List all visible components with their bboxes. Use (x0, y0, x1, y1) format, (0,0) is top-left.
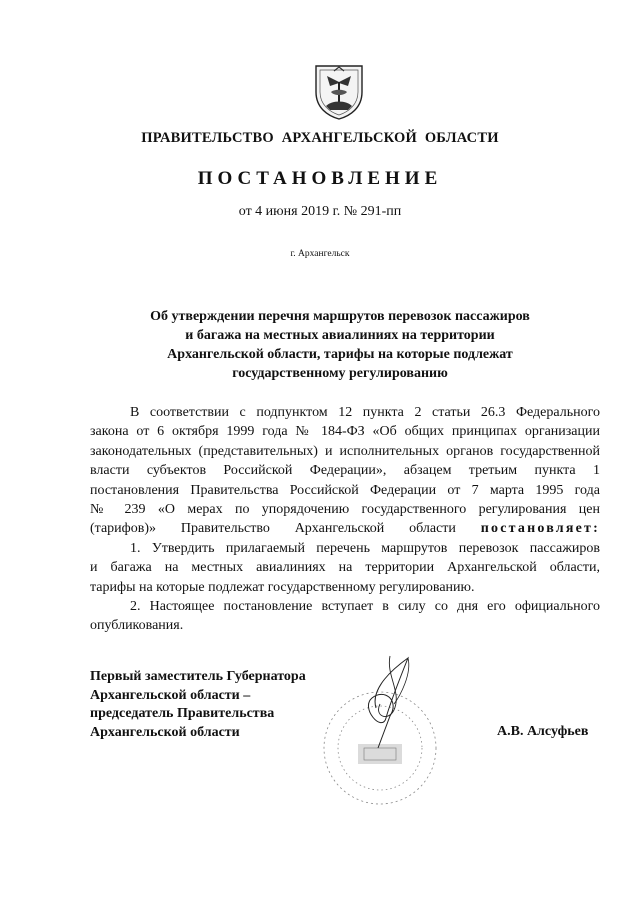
title-line: Архангельской области, тарифы на которые подлежат (167, 347, 513, 362)
body-line: В соответствии с подпунктом 12 пункта 2 статьи 26.3 Федерального (130, 405, 600, 420)
position-line: Архангельской области (90, 724, 240, 740)
document-type: ПОСТАНОВЛЕНИЕ (197, 168, 443, 189)
position-line: Архангельской области – (90, 687, 251, 703)
body-line: 1. Утвердить прилагаемый перечень маршрутов перевозок пассажиров (130, 540, 600, 556)
body-text: (тарифов)» Правительство Архангельской области (90, 521, 456, 537)
position-line: Первый заместитель Губернатора (90, 669, 306, 684)
coat-of-arms-emblem (312, 62, 366, 120)
body-line: и багажа на местных авиалиниях на территории Архангельской области, (90, 560, 600, 576)
body-line: опубликования. (90, 618, 184, 634)
body-line: № 239 «О мерах по упорядочению государственного регулирования цен (90, 501, 600, 517)
document-body (90, 403, 600, 636)
date-number: от 4 июня 2019 г. № 291-пп (238, 204, 402, 219)
body-line: тарифы на которые подлежат государственному регулированию. (90, 579, 475, 595)
title-line: государственному регулированию (232, 366, 448, 381)
document-title (120, 307, 560, 383)
body-line: 2. Настоящее постановление вступает в силу со дня его официального (130, 598, 600, 614)
signature-and-seal (320, 648, 440, 818)
government-name: ПРАВИТЕЛЬСТВО АРХАНГЕЛЬСКОЙ ОБЛАСТИ (141, 130, 499, 146)
decree-word: постановляет: (480, 521, 600, 537)
title-line: и багажа на местных авиалиниях на территории (185, 328, 495, 343)
body-line: закона от 6 октября 1999 года № 184-ФЗ «Об общих принципах организации (90, 424, 600, 440)
title-line: Об утверждении перечня маршрутов перевозок пассажиров (150, 309, 530, 324)
position-line: председатель Правительства (90, 706, 275, 722)
body-line: законодательных (представительных) и исполнительных органов государственной (90, 443, 600, 459)
body-line: власти субъектов Российской Федерации», абзацем третьим пункта 1 (90, 463, 600, 479)
city: г. Архангельск (290, 249, 350, 259)
body-line (90, 519, 600, 538)
body-line: постановления Правительства Российской Федерации от 7 марта 1995 года (90, 482, 600, 498)
signatory-name: А.В. Алсуфьев (497, 724, 589, 739)
signatory-position (90, 668, 306, 742)
